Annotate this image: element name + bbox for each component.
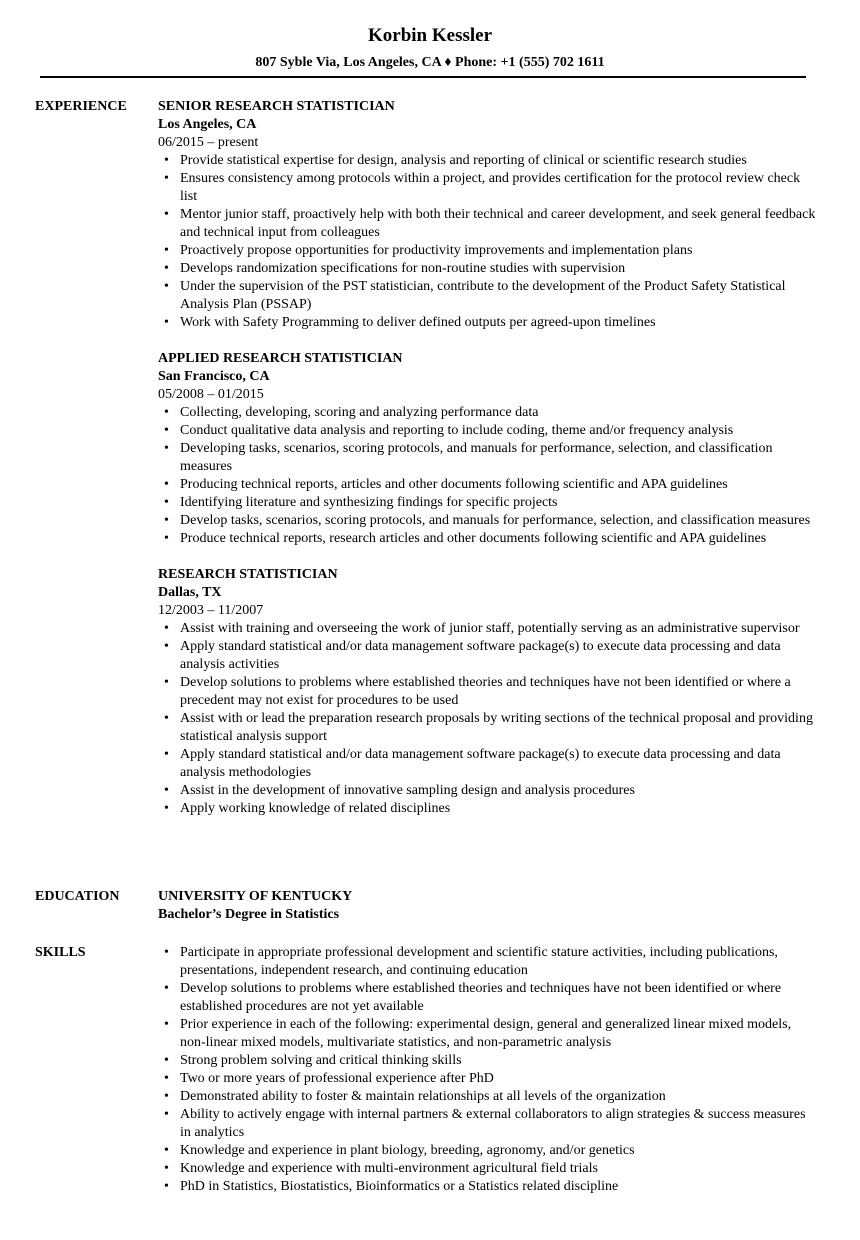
education-label: EDUCATION <box>35 889 120 904</box>
bullet-item: • Develop tasks, scenarios, scoring protocols, and manuals for performance, selection, and classification measures <box>158 512 818 530</box>
job-entry <box>158 566 818 818</box>
bullet-item: • Ability to actively engage with internal partners & external collaborators to align strategies & success measures in analytics <box>158 1106 818 1142</box>
resume-header <box>0 24 860 72</box>
job-dates: 05/2008 – 01/2015 <box>158 387 264 402</box>
job-location: San Francisco, CA <box>158 369 270 384</box>
bullet-item: • Developing tasks, scenarios, scoring protocols, and manuals for performance, selection, and classification measures <box>158 440 818 476</box>
job-title: RESEARCH STATISTICIAN <box>158 567 338 582</box>
job-entry <box>158 98 818 332</box>
header-divider <box>40 76 806 78</box>
bullet-item: • Strong problem solving and critical thinking skills <box>158 1052 818 1070</box>
bullet-item: • Apply standard statistical and/or data management software package(s) to execute data processing and data analysis activities <box>158 638 818 674</box>
bullet-item: • Develop solutions to problems where established theories and techniques have not been identified or where a precedent may not exist for procedures to be used <box>158 674 818 710</box>
experience-body <box>158 98 818 836</box>
job-location: Dallas, TX <box>158 585 222 600</box>
bullet-item: • Ensures consistency among protocols within a project, and provides certification for the protocol review check list <box>158 170 818 206</box>
job-bullets <box>158 404 818 548</box>
job-location: Los Angeles, CA <box>158 117 257 132</box>
bullet-item: • Assist in the development of innovative sampling design and analysis procedures <box>158 782 818 800</box>
bullet-item: • Assist with training and overseeing the work of junior staff, potentially serving as an administrative supervisor <box>158 620 818 638</box>
bullet-item: • Two or more years of professional experience after PhD <box>158 1070 818 1088</box>
job-bullets <box>158 152 818 332</box>
job-title: SENIOR RESEARCH STATISTICIAN <box>158 99 395 114</box>
bullet-item: • Develop solutions to problems where established theories and techniques have not been identified or where established procedures are not yet available <box>158 980 818 1016</box>
bullet-item: • Collecting, developing, scoring and analyzing performance data <box>158 404 818 422</box>
bullet-item: • Participate in appropriate professional development and scientific stature activities, including publications, presentations, independent research, and continuing education <box>158 944 818 980</box>
skills-bullets <box>158 944 818 1196</box>
contact-line: 807 Syble Via, Los Angeles, CA ♦ Phone: +1 (555) 702 1611 <box>255 55 605 70</box>
bullet-item: • Knowledge and experience with multi-environment agricultural field trials <box>158 1160 818 1178</box>
bullet-item: • Produce technical reports, research articles and other documents following scientific and APA guidelines <box>158 530 818 548</box>
candidate-name: Korbin Kessler <box>367 25 493 46</box>
bullet-item: • Work with Safety Programming to deliver defined outputs per agreed-upon timelines <box>158 314 818 332</box>
bullet-item: • Knowledge and experience in plant biology, breeding, agronomy, and/or genetics <box>158 1142 818 1160</box>
bullet-item: • Producing technical reports, articles and other documents following scientific and APA guidelines <box>158 476 818 494</box>
education-body <box>158 888 818 924</box>
bullet-item: • Assist with or lead the preparation research proposals by writing sections of the technical proposal and providing statistical analysis support <box>158 710 818 746</box>
skills-label: SKILLS <box>35 945 86 960</box>
bullet-item: • Apply working knowledge of related disciplines <box>158 800 818 818</box>
bullet-item: • Demonstrated ability to foster & maintain relationships at all levels of the organization <box>158 1088 818 1106</box>
school-name: UNIVERSITY OF KENTUCKY <box>158 889 353 904</box>
experience-label: EXPERIENCE <box>35 99 127 114</box>
job-dates: 06/2015 – present <box>158 135 259 150</box>
job-title: APPLIED RESEARCH STATISTICIAN <box>158 351 403 366</box>
bullet-item: • Develops randomization specifications for non-routine studies with supervision <box>158 260 818 278</box>
bullet-item: • Proactively propose opportunities for productivity improvements and implementation plans <box>158 242 818 260</box>
bullet-item: • Apply standard statistical and/or data management software package(s) to execute data processing and data analysis methodologies <box>158 746 818 782</box>
bullet-item: • Under the supervision of the PST statistician, contribute to the development of the Product Safety Statistical Analysis Plan (PSSAP) <box>158 278 818 314</box>
bullet-item: • Identifying literature and synthesizing findings for specific projects <box>158 494 818 512</box>
degree: Bachelor’s Degree in Statistics <box>158 907 340 922</box>
job-entry <box>158 350 818 548</box>
skills-body <box>158 944 818 1196</box>
bullet-item: • PhD in Statistics, Biostatistics, Bioinformatics or a Statistics related discipline <box>158 1178 818 1196</box>
bullet-item: • Conduct qualitative data analysis and reporting to include coding, theme and/or frequency analysis <box>158 422 818 440</box>
bullet-item: • Provide statistical expertise for design, analysis and reporting of clinical or scientific research studies <box>158 152 818 170</box>
bullet-item: • Prior experience in each of the following: experimental design, general and generalized linear mixed models, non-linear mixed models, multivariate statistics, and non-parametric analysis <box>158 1016 818 1052</box>
job-dates: 12/2003 – 11/2007 <box>158 603 264 618</box>
job-bullets <box>158 620 818 818</box>
bullet-item: • Mentor junior staff, proactively help with both their technical and career development, and seek general feedback and technical input from colleagues <box>158 206 818 242</box>
